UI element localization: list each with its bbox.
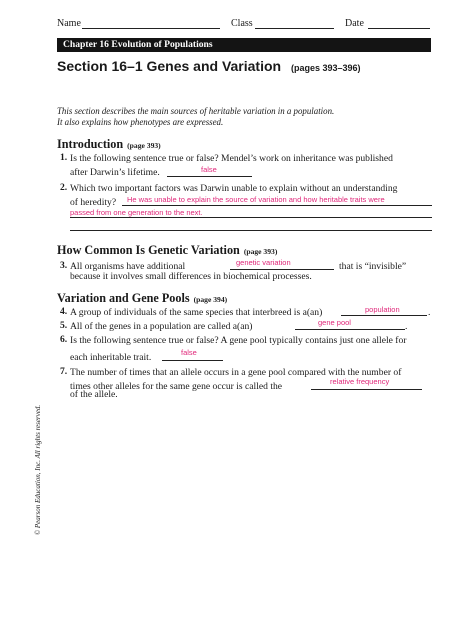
q7-line-3: of the allele. — [70, 389, 118, 400]
q3-answer: genetic variation — [236, 258, 291, 267]
gene-pools-page: (page 394) — [193, 295, 228, 304]
q2-answer-line-3[interactable] — [70, 230, 432, 231]
introduction-heading — [57, 137, 161, 152]
q2-answer-2: passed from one generation to the next. — [70, 208, 203, 217]
intro-line-2: It also explains how phenotypes are expressed. — [57, 117, 224, 127]
q5-number: 5. — [60, 320, 68, 331]
q7-answer: relative frequency — [330, 377, 390, 386]
q1-number: 1. — [60, 152, 68, 163]
q2-answer-line-2[interactable] — [70, 217, 432, 218]
q2-answer-1: He was unable to explain the source of variation and how heritable traits were — [127, 195, 385, 204]
q2-line-1: Which two important factors was Darwin unable to explain without an understanding — [70, 183, 398, 194]
gene-pools-heading — [57, 291, 227, 306]
date-field[interactable] — [368, 28, 430, 29]
genetic-variation-heading-text: How Common Is Genetic Variation — [57, 243, 240, 257]
chapter-title: Chapter 16 Evolution of Populations — [63, 39, 213, 50]
q6-line-2: each inheritable trait. — [70, 352, 152, 363]
q1-answer-line[interactable] — [167, 176, 252, 177]
section-title-text: Section 16–1 Genes and Variation — [57, 58, 282, 74]
q1-line-1: Is the following sentence true or false? Mendel’s work on inheritance was published — [70, 153, 393, 164]
q4-text: A group of individuals of the same species that interbreed is a(an) — [70, 307, 323, 318]
intro-line-1: This section describes the main sources of heritable variation in a population. — [57, 106, 335, 116]
q3-number: 3. — [60, 260, 68, 271]
date-label: Date — [345, 18, 364, 29]
gene-pools-heading-text: Variation and Gene Pools — [57, 291, 190, 305]
q3-after: that is “invisible” — [339, 261, 407, 272]
q2-answer-line-1[interactable] — [122, 205, 432, 206]
q4-end: . — [428, 307, 431, 318]
class-field[interactable] — [255, 28, 334, 29]
introduction-page: (page 393) — [127, 141, 161, 150]
chapter-bar — [57, 38, 431, 52]
q5-text: All of the genes in a population are called a(an) — [70, 321, 253, 332]
copyright-text: © Pearson Education, Inc. All rights reserved. — [34, 404, 42, 536]
q4-answer-line[interactable] — [341, 315, 427, 316]
q2-number: 2. — [60, 182, 68, 193]
q7-line-1: The number of times that an allele occurs in a gene pool compared with the number of — [70, 367, 402, 378]
q2-line-2: of heredity? — [70, 197, 117, 208]
q6-line-1: Is the following sentence true or false? A gene pool typically contains just one allele for — [70, 335, 407, 346]
q5-answer: gene pool — [318, 318, 351, 327]
q3-before: All organisms have additional — [70, 261, 186, 272]
section-pages: (pages 393–396) — [290, 63, 361, 73]
q4-answer: population — [365, 305, 400, 314]
introduction-heading-text: Introduction — [57, 137, 124, 151]
q7-line-2: times other alleles for the same gene occur is called the — [70, 381, 283, 392]
q7-number: 7. — [60, 366, 68, 377]
genetic-variation-heading — [57, 243, 277, 258]
name-field[interactable] — [82, 28, 220, 29]
q3-line-2: because it involves small differences in biochemical processes. — [70, 271, 312, 282]
genetic-variation-page: (page 393) — [243, 247, 278, 256]
class-label: Class — [231, 18, 253, 29]
q7-answer-line[interactable] — [311, 389, 422, 390]
q6-number: 6. — [60, 334, 68, 345]
q1-line-2: after Darwin’s lifetime. — [70, 167, 160, 178]
q4-number: 4. — [60, 306, 68, 317]
q6-answer: false — [181, 348, 197, 357]
name-label: Name — [57, 18, 81, 29]
q5-end: . — [405, 321, 408, 332]
section-title — [57, 58, 361, 74]
q6-answer-line[interactable] — [162, 360, 223, 361]
q5-answer-line[interactable] — [295, 329, 405, 330]
q1-answer: false — [201, 165, 217, 174]
